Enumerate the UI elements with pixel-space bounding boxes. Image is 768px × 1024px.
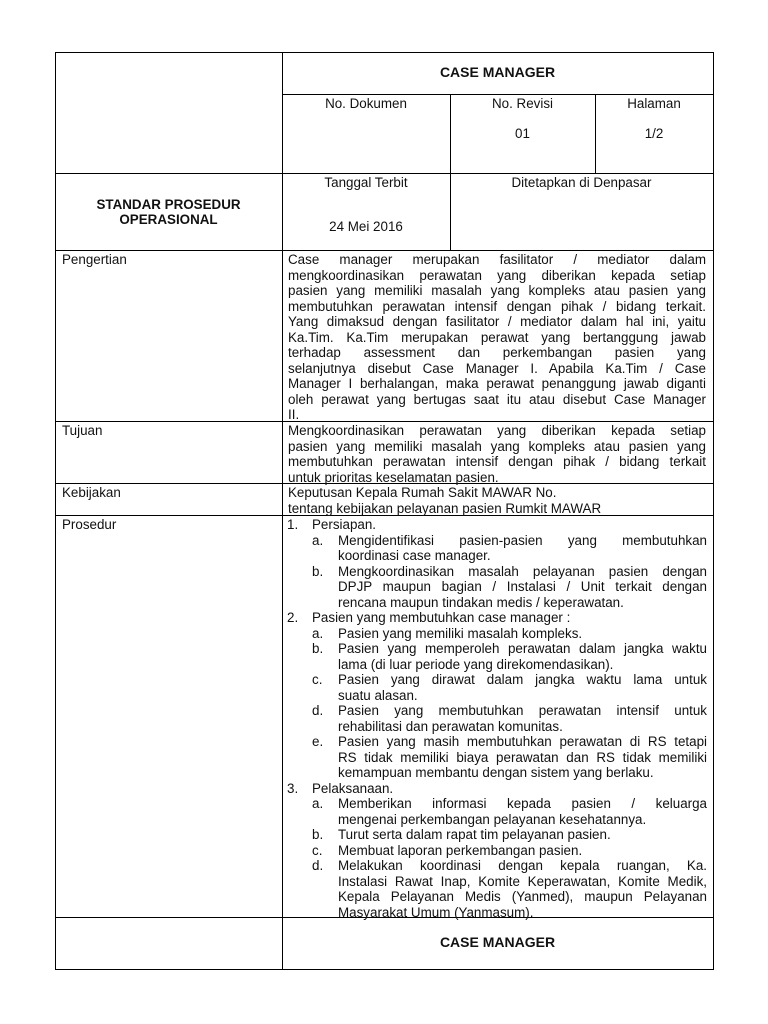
sub-item — [287, 843, 707, 859]
text-line: RS tidak memiliki biaya perawatan dan RS tidak memiliki — [338, 749, 707, 765]
revision-value: 01 — [515, 126, 530, 141]
text-line: koordinasi case manager. — [338, 548, 491, 563]
text-line: selanjutnya disebut Case Manager I. Apabila Ka.Tim / Case — [288, 360, 706, 376]
text-line: II. — [288, 407, 300, 422]
page-value: 1/2 — [644, 126, 664, 141]
sub-item-letter: d. — [312, 703, 324, 718]
text-line: Pasien yang memiliki masalah kompleks. — [338, 625, 583, 641]
text-line: Manager I berhalangan, maka perawat penanggung jawab diganti — [288, 376, 706, 391]
text-line: terhadap assessment dan perkembangan pasien yang — [288, 345, 706, 360]
list-item — [287, 517, 707, 533]
text-line: Mengkoordinasikan masalah pelayanan pasien dengan — [338, 563, 707, 579]
kebijakan-text — [288, 485, 706, 516]
header-bottom — [55, 250, 714, 251]
text-line: mengkoordinasikan perawatan yang diberikan kepada setiap — [288, 267, 706, 283]
text-line: Instalasi Rawat Inap, Komite Keperawatan, Komite Medik, — [338, 873, 707, 889]
text-line: Mengidentifikasi pasien-pasien yang membutuhkan — [338, 532, 707, 548]
table-border-top — [55, 52, 714, 53]
text-line: membutuhkan perawatan intensif dengan pihak / bidang terkait — [288, 454, 706, 469]
list-item — [287, 781, 707, 797]
text-line: kemampuan membantu dengan sistem yang berlaku. — [338, 765, 654, 780]
text-line: suatu alasan. — [338, 687, 418, 703]
text-line: tentang kebijakan pelayanan pasien Rumkit MAWAR — [288, 500, 602, 516]
text-line: Pasien yang membutuhkan perawatan intensif untuk — [338, 703, 707, 718]
text-line: Pasien yang dirawat dalam jangka waktu lama untuk — [338, 672, 707, 687]
prosedur-label: Prosedur — [62, 517, 117, 532]
item-number: 2. — [287, 610, 299, 625]
item-text: Persiapan. — [312, 517, 377, 532]
text-line: Memberikan informasi kepada pasien / keluarga — [338, 796, 707, 811]
text-line: Ka.Tim. Ka.Tim merupakan perawat yang bertanggung jawab — [288, 329, 706, 345]
sub-item-letter: c. — [312, 672, 323, 687]
text-line: Membuat laporan perkembangan pasien. — [338, 842, 583, 858]
pengertian-text — [288, 252, 706, 423]
text-line: DPJP maupun bagian / Instalasi / Unit terkait dengan — [338, 579, 707, 594]
kebijakan-label: Kebijakan — [62, 485, 121, 500]
text-line: Keputusan Kepala Rumah Sakit MAWAR No. — [288, 485, 557, 500]
sub-item-letter: b. — [312, 827, 324, 842]
sub-item — [287, 703, 707, 734]
text-line: Masyarakat Umum (Yanmasum). — [338, 904, 534, 920]
text-line: Melakukan koordinasi dengan kepala ruangan, Ka. — [338, 858, 707, 873]
sub-item — [287, 533, 707, 564]
text-line: pasien yang memiliki masalah yang kompleks atau pasien yang — [288, 438, 706, 454]
sub-item-letter: a. — [312, 532, 324, 548]
text-line: rencana maupun tindakan medis / keperawatan. — [338, 594, 624, 610]
text-line: rehabilitasi dan perawatan komunitas. — [338, 718, 563, 734]
sub-item-letter: c. — [312, 842, 323, 858]
tujuan-text — [288, 423, 706, 485]
sub-item — [287, 626, 707, 642]
text-line: untuk prioritas keselamatan pasien. — [288, 469, 499, 485]
sop-title-line1: STANDAR PROSEDUR — [96, 197, 241, 212]
sub-item — [287, 564, 707, 611]
text-line: Pasien yang masih membutuhkan perawatan di RS tetapi — [338, 734, 707, 749]
issue-date-value: 24 Mei 2016 — [329, 219, 403, 234]
header-divider — [55, 173, 714, 174]
title-row-divider — [282, 94, 714, 95]
sub-item — [287, 827, 707, 843]
text-line: Case manager merupakan fasilitator / mediator dalam — [288, 252, 706, 267]
text-line: pasien yang memiliki masalah yang kompleks atau pasien yang — [288, 283, 706, 298]
item-text: Pasien yang membutuhkan case manager : — [312, 610, 571, 625]
item-number: 3. — [287, 780, 299, 796]
text-line: Yang dimaksud dengan fasilitator / mediator dalam hal ini, yaitu — [288, 314, 706, 329]
item-number: 1. — [287, 517, 299, 532]
table-border-right — [713, 52, 714, 970]
page-label: Halaman — [627, 96, 681, 111]
sub-item — [287, 858, 707, 920]
sub-item-letter: a. — [312, 796, 324, 811]
prosedur-list — [287, 517, 707, 920]
table-border-left — [55, 52, 56, 970]
sub-item-letter: a. — [312, 625, 324, 641]
text-line: Turut serta dalam rapat tim pelayanan pasien. — [338, 827, 611, 842]
text-line: Pasien yang memperoleh perawatan dalam jangka waktu — [338, 641, 707, 656]
text-line: mengenai perkembangan pelayanan kesehatannya. — [338, 811, 647, 827]
sub-item-letter: d. — [312, 858, 324, 873]
text-line: Kepala Pelayanan Medis (Yanmed), maupun Pelayanan — [338, 889, 707, 904]
sub-item — [287, 796, 707, 827]
sub-item — [287, 672, 707, 703]
sub-item-letter: b. — [312, 641, 324, 656]
text-line: membutuhkan perawatan intensif dengan pihak / bidang terkait. — [288, 298, 706, 314]
text-line: lama (di luar periode yang direkomendasikan). — [338, 656, 614, 672]
text-line: oleh perawat yang bertugas saat itu atau disebut Case Manager — [288, 391, 706, 407]
tujuan-label: Tujuan — [62, 423, 103, 438]
sub-item-letter: e. — [312, 734, 324, 749]
footer-title: CASE MANAGER — [439, 934, 556, 950]
document-title: CASE MANAGER — [439, 64, 556, 80]
table-border-bottom — [55, 969, 714, 970]
list-item — [287, 610, 707, 626]
established-location: Ditetapkan di Denpasar — [511, 175, 652, 190]
sub-item — [287, 734, 707, 781]
header-col-divider-1 — [450, 94, 451, 251]
pengertian-label: Pengertian — [62, 252, 127, 267]
sub-item — [287, 641, 707, 672]
doc-number-label: No. Dokumen — [325, 96, 407, 111]
item-text: Pelaksanaan. — [312, 780, 394, 796]
sub-item-letter: b. — [312, 563, 324, 579]
text-line: Mengkoordinasikan perawatan yang diberikan kepada setiap — [288, 423, 706, 438]
revision-label: No. Revisi — [491, 96, 554, 111]
sop-title-line2: OPERASIONAL — [119, 212, 218, 227]
issue-date-label: Tanggal Terbit — [324, 175, 408, 190]
